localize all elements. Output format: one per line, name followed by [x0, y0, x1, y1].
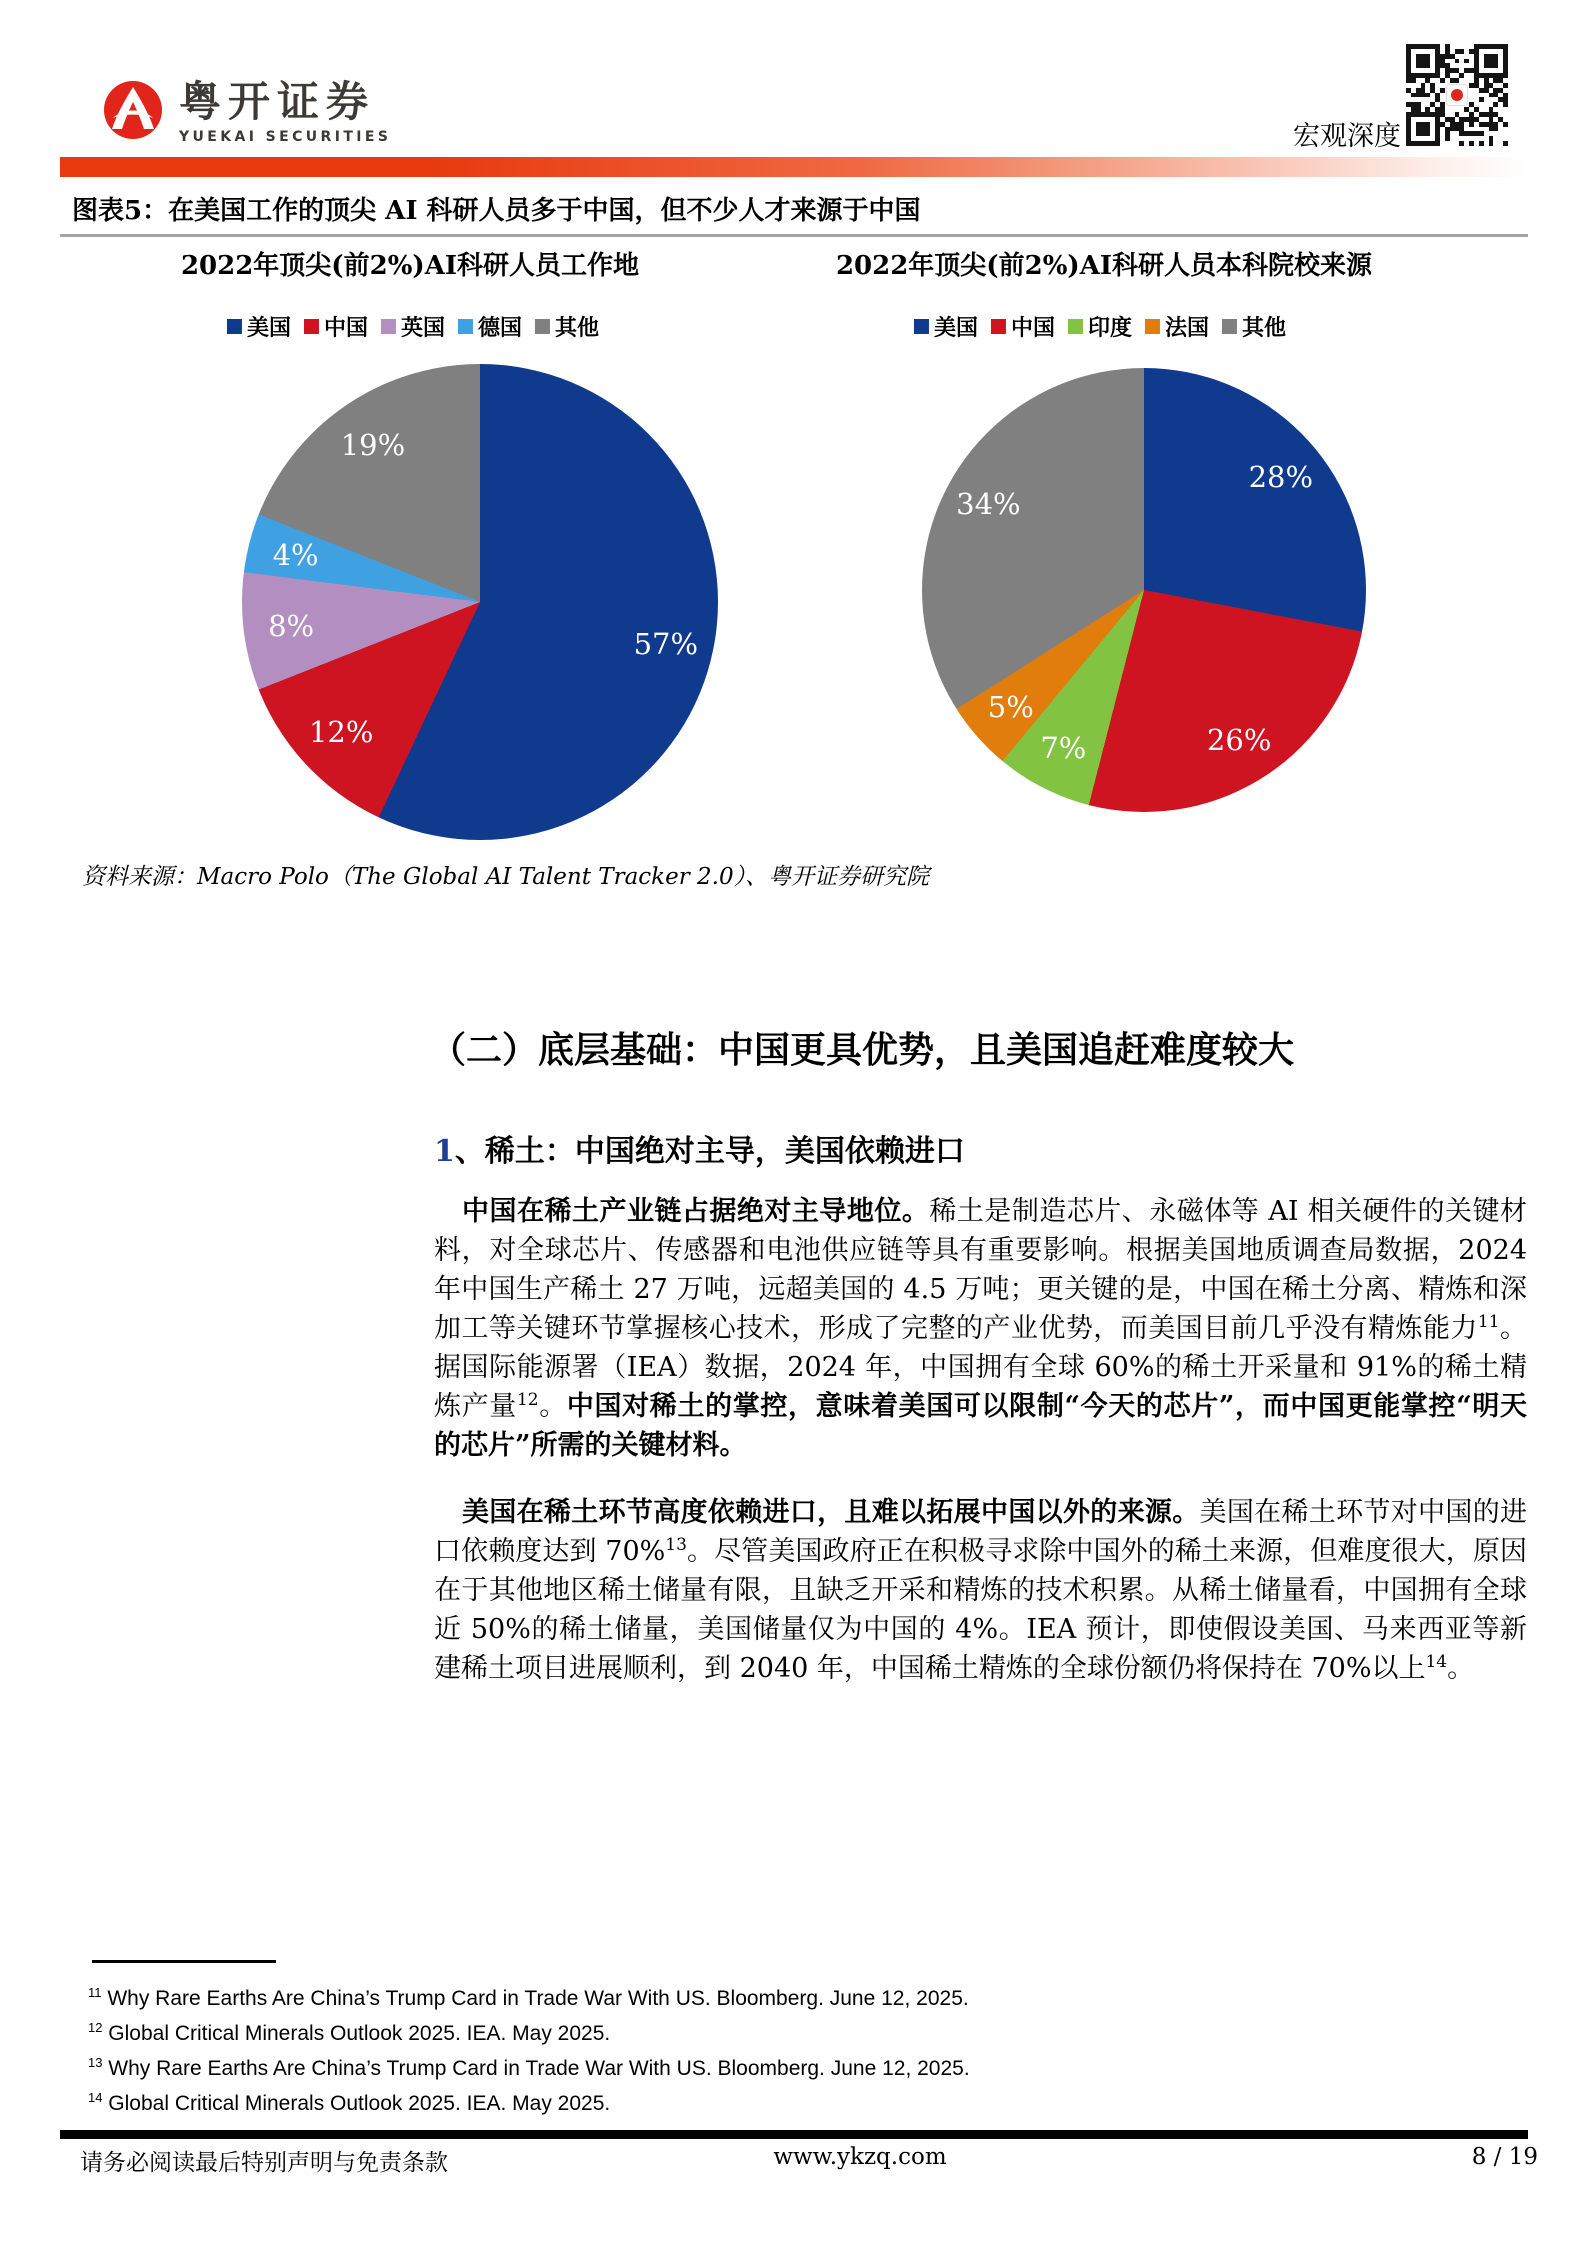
pie-slice-label: 28% [1248, 459, 1314, 494]
pie-slice-label: 57% [633, 626, 699, 661]
figure-label: 图表5： [72, 196, 169, 226]
footer-website: www.ykzq.com [773, 2144, 947, 2170]
pie-chart-right [922, 368, 1366, 812]
legend-swatch [227, 319, 242, 334]
legend-item [1145, 311, 1209, 342]
legend-item [304, 311, 368, 342]
figure-divider [60, 234, 1528, 237]
pie-slice-label: 19% [340, 427, 406, 462]
legend-item [458, 311, 522, 342]
legend-label: 美国 [246, 315, 291, 341]
report-category: 宏观深度 [1293, 121, 1401, 152]
qr-code [1406, 44, 1508, 146]
legend-item [227, 311, 291, 342]
footnotes [88, 1978, 970, 2118]
legend-label: 美国 [933, 315, 978, 341]
legend-label: 法国 [1165, 315, 1210, 341]
section-heading: （二）底层基础：中国更具优势，且美国追赶难度较大 [430, 1029, 1295, 1071]
subsection-heading [434, 1126, 965, 1170]
pie-slice-label: 7% [1040, 731, 1087, 766]
legend-item [381, 311, 445, 342]
pie-slice-label: 4% [272, 537, 319, 572]
legend-swatch [381, 319, 396, 334]
legend-swatch [535, 319, 550, 334]
figure-title [72, 190, 921, 227]
legend-swatch [458, 319, 473, 334]
legend-item [991, 311, 1055, 342]
body-paragraph-1: 中国在稀土产业链占据绝对主导地位。稀土是制造芯片、永磁体等 AI 相关硬件的关键材料，对全球芯片、传感器和电池供应链等具有重要影响。根据美国地质调查局数据，2024 年中国生产稀土 27 万吨，远超美国的 4.5 万吨；更关键的是，中国在稀土分离、精炼和深加工等关键环节掌握核心技术，形成了完整的产业优势，而美国目前几乎没有精炼能力$^{11}$。据国际能源署（IEA）数据，2024 年，中国拥有全球 60%的稀土开采量和 91%的稀土精炼产量$^{12}$。中国对稀土的掌控，意味着美国可以限制“今天的芯片”，而中国更能掌控“明天的芯片”所需的关键材料。 [434, 1196, 1528, 1461]
subsection-number: 1 [434, 1134, 455, 1169]
footnote: $^{12}$ Global Critical Minerals Outlook 2025. IEA. May 2025. [88, 2020, 611, 2045]
legend-label: 英国 [400, 315, 446, 341]
pie-chart-left [242, 364, 718, 840]
legend-item [535, 311, 599, 342]
pie-slice-label: 8% [268, 608, 315, 643]
pie-slice-label: 26% [1206, 722, 1272, 757]
legend-swatch [1145, 319, 1160, 334]
header-divider [60, 157, 1528, 177]
footer-divider [60, 2130, 1528, 2139]
legend-label: 中国 [1010, 315, 1055, 341]
brand-logo [103, 77, 392, 146]
pie-chart-left-title: 2022年顶尖(前2%)AI科研人员工作地 [180, 251, 640, 281]
figure-source: 资料来源：Macro Polo（The Global AI Talent Tracker 2.0）、粤开证券研究院 [82, 864, 930, 890]
footer-page-number: 8 / 19 [1471, 2144, 1538, 2170]
legend-label: 德国 [478, 315, 523, 341]
footnote: $^{11}$ Why Rare Earths Are China’s Trump Card in Trade War With US. Bloomberg. June 12, 2025. [88, 1985, 969, 2010]
pie-slice-label: 34% [956, 487, 1021, 522]
brand-name-cn: 粤开证券 [179, 77, 376, 126]
footnote: $^{13}$ Why Rare Earths Are China’s Trump Card in Trade War With US. Bloomberg. June 12, 2025. [88, 2055, 970, 2080]
legend-swatch [914, 319, 929, 334]
legend-item [914, 311, 978, 342]
brand-name-en: YUEKAI SECURITIES [179, 129, 392, 146]
pie-chart-left-legend [227, 311, 599, 342]
legend-label: 中国 [323, 315, 368, 341]
legend-item [1222, 311, 1286, 342]
legend-label: 印度 [1087, 315, 1133, 341]
figure-title-text: 在美国工作的顶尖 AI 科研人员多于中国，但不少人才来源于中国 [168, 196, 921, 226]
legend-swatch [304, 319, 319, 334]
body-paragraph-2: 美国在稀土环节高度依赖进口，且难以拓展中国以外的来源。美国在稀土环节对中国的进口依赖度达到 70%$^{13}$。尽管美国政府正在积极寻求除中国外的稀土来源，但难度很大，原因在于其他地区稀土储量有限，且缺乏开采和精炼的技术积累。从稀土储量看，中国拥有全球近 50%的稀土储量，美国储量仅为中国的 4%。IEA 预计，即使假设美国、马来西亚等新建稀土项目进展顺利，到 2040 年，中国稀土精炼的全球份额仍将保持在 70%以上$^{14}$。 [434, 1497, 1528, 1684]
legend-swatch [991, 319, 1006, 334]
legend-swatch [1222, 319, 1237, 334]
pie-slice-label: 5% [987, 690, 1034, 725]
pie-chart-right-legend [914, 311, 1286, 342]
pie-slice-label: 12% [308, 715, 374, 750]
legend-label: 其他 [555, 315, 600, 341]
brand-logo-icon [103, 80, 163, 140]
footnote: $^{14}$ Global Critical Minerals Outlook 2025. IEA. May 2025. [88, 2090, 611, 2115]
legend-label: 其他 [1242, 315, 1287, 341]
legend-swatch [1068, 319, 1083, 334]
footnote-divider [92, 1960, 276, 1963]
pie-chart-right-title: 2022年顶尖(前2%)AI科研人员本科院校来源 [835, 251, 1373, 281]
subsection-title: 、稀土：中国绝对主导，美国依赖进口 [454, 1134, 965, 1169]
brand-logo-text [179, 77, 392, 146]
footer-disclaimer: 请务必阅读最后特别声明与免责条款 [80, 2150, 448, 2176]
legend-item [1068, 311, 1132, 342]
